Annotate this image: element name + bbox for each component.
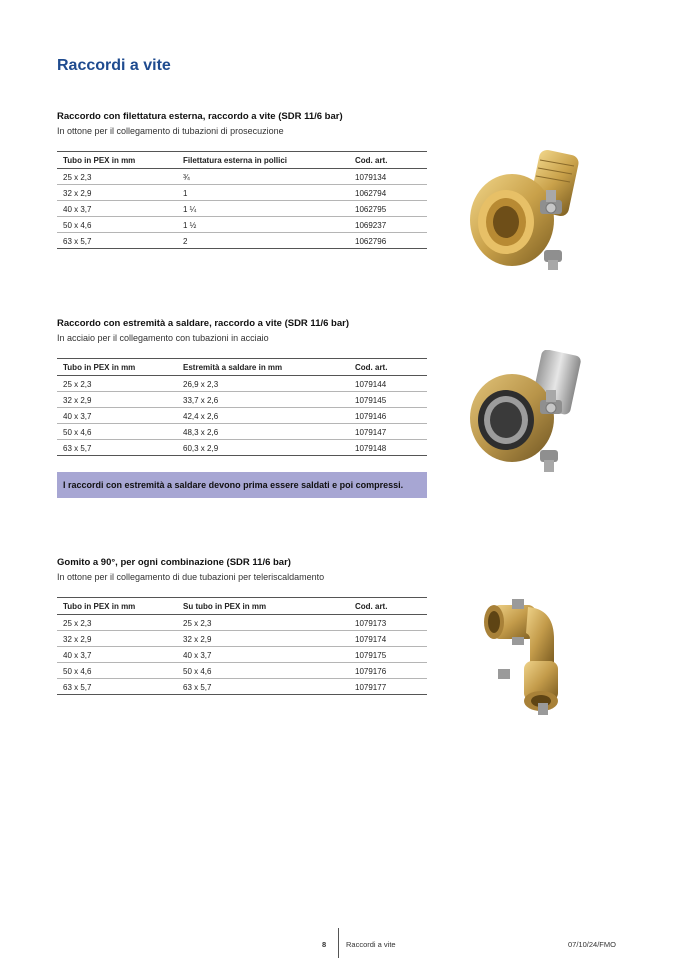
- table-row: [57, 169, 427, 185]
- table-row: [57, 440, 427, 456]
- table-header-row: [57, 359, 427, 376]
- footer-divider: [338, 928, 339, 958]
- footer-code: 07/10/24/FMO: [568, 940, 616, 949]
- table-cell: 50 x 4,6: [177, 663, 349, 679]
- column-header: Su tubo in PEX in mm: [177, 598, 349, 615]
- table-cell: 50 x 4,6: [57, 663, 177, 679]
- table-row: [57, 647, 427, 663]
- table-cell: 50 x 4,6: [57, 217, 177, 233]
- section-title: Gomito a 90°, per ogni combinazione (SDR 11/6 bar): [57, 557, 291, 568]
- table-cell: 1079175: [349, 647, 427, 663]
- column-header: Tubo in PEX in mm: [57, 359, 177, 376]
- elbow-90-fitting-icon: [478, 595, 568, 720]
- table-cell: 1062796: [349, 233, 427, 249]
- table-cell: 40 x 3,7: [57, 201, 177, 217]
- column-header: Cod. art.: [349, 598, 427, 615]
- table-cell: 33,7 x 2,6: [177, 392, 349, 408]
- column-header: Filettatura esterna in pollici: [177, 152, 349, 169]
- spec-table: [57, 151, 427, 249]
- table-cell: 1079148: [349, 440, 427, 456]
- table-row: [57, 663, 427, 679]
- table-cell: 32 x 2,9: [57, 185, 177, 201]
- table-cell: 1062795: [349, 201, 427, 217]
- table-cell: 40 x 3,7: [57, 408, 177, 424]
- table-cell: 32 x 2,9: [57, 631, 177, 647]
- table-header-row: [57, 598, 427, 615]
- table-cell: 1 ½: [177, 217, 349, 233]
- table-cell: 1079176: [349, 663, 427, 679]
- table-cell: 1069237: [349, 217, 427, 233]
- table-cell: 32 x 2,9: [177, 631, 349, 647]
- table-row: [57, 217, 427, 233]
- table-row: [57, 615, 427, 631]
- table-cell: 1079134: [349, 169, 427, 185]
- table-header-row: [57, 152, 427, 169]
- table-row: [57, 631, 427, 647]
- section-elbow-fitting: [57, 557, 427, 695]
- column-header: Cod. art.: [349, 152, 427, 169]
- section-subtitle: In acciaio per il collegamento con tubazioni in acciaio: [57, 333, 269, 343]
- footer-section-label: Raccordi a vite: [346, 940, 396, 949]
- table-row: [57, 424, 427, 440]
- table-cell: 50 x 4,6: [57, 424, 177, 440]
- table-row: [57, 233, 427, 249]
- table-cell: 25 x 2,3: [57, 615, 177, 631]
- table-row: [57, 376, 427, 392]
- table-cell: 1079147: [349, 424, 427, 440]
- table-cell: 32 x 2,9: [57, 392, 177, 408]
- table-cell: 25 x 2,3: [57, 376, 177, 392]
- threaded-screw-fitting-icon: [462, 148, 592, 278]
- column-header: Tubo in PEX in mm: [57, 152, 177, 169]
- table-cell: 1079174: [349, 631, 427, 647]
- table-cell: 1 ¼: [177, 201, 349, 217]
- table-cell: 42,4 x 2,6: [177, 408, 349, 424]
- table-cell: 63 x 5,7: [177, 679, 349, 695]
- table-cell: 63 x 5,7: [57, 233, 177, 249]
- table-row: [57, 408, 427, 424]
- table-cell: ¾: [177, 169, 349, 185]
- page-number: 8: [322, 940, 327, 949]
- table-cell: 25 x 2,3: [57, 169, 177, 185]
- table-row: [57, 679, 427, 695]
- table-cell: 25 x 2,3: [177, 615, 349, 631]
- table-cell: 1: [177, 185, 349, 201]
- table-cell: 1079173: [349, 615, 427, 631]
- table-cell: 1079144: [349, 376, 427, 392]
- weld-end-screw-fitting-icon: [462, 350, 592, 480]
- spec-table: [57, 358, 427, 456]
- table-cell: 1062794: [349, 185, 427, 201]
- note-box: I raccordi con estremità a saldare devono prima essere saldati e poi compressi.: [57, 472, 427, 498]
- section-subtitle: In ottone per il collegamento di tubazioni di prosecuzione: [57, 126, 284, 136]
- column-header: Tubo in PEX in mm: [57, 598, 177, 615]
- table-cell: 63 x 5,7: [57, 679, 177, 695]
- table-cell: 60,3 x 2,9: [177, 440, 349, 456]
- spec-table: [57, 597, 427, 695]
- table-cell: 1079145: [349, 392, 427, 408]
- table-row: [57, 185, 427, 201]
- section-threaded-fitting: [57, 111, 427, 249]
- table-cell: 48,3 x 2,6: [177, 424, 349, 440]
- table-cell: 40 x 3,7: [177, 647, 349, 663]
- section-title: Raccordo con estremità a saldare, raccordo a vite (SDR 11/6 bar): [57, 318, 349, 329]
- table-cell: 26,9 x 2,3: [177, 376, 349, 392]
- column-header: Cod. art.: [349, 359, 427, 376]
- section-weld-end-fitting: [57, 318, 427, 498]
- section-title: Raccordo con filettatura esterna, raccordo a vite (SDR 11/6 bar): [57, 111, 343, 122]
- table-cell: 2: [177, 233, 349, 249]
- column-header: Estremità a saldare in mm: [177, 359, 349, 376]
- table-row: [57, 392, 427, 408]
- table-cell: 40 x 3,7: [57, 647, 177, 663]
- page-title: Raccordi a vite: [57, 57, 171, 74]
- table-cell: 63 x 5,7: [57, 440, 177, 456]
- section-subtitle: In ottone per il collegamento di due tubazioni per teleriscaldamento: [57, 572, 325, 582]
- table-cell: 1079146: [349, 408, 427, 424]
- table-cell: 1079177: [349, 679, 427, 695]
- table-row: [57, 201, 427, 217]
